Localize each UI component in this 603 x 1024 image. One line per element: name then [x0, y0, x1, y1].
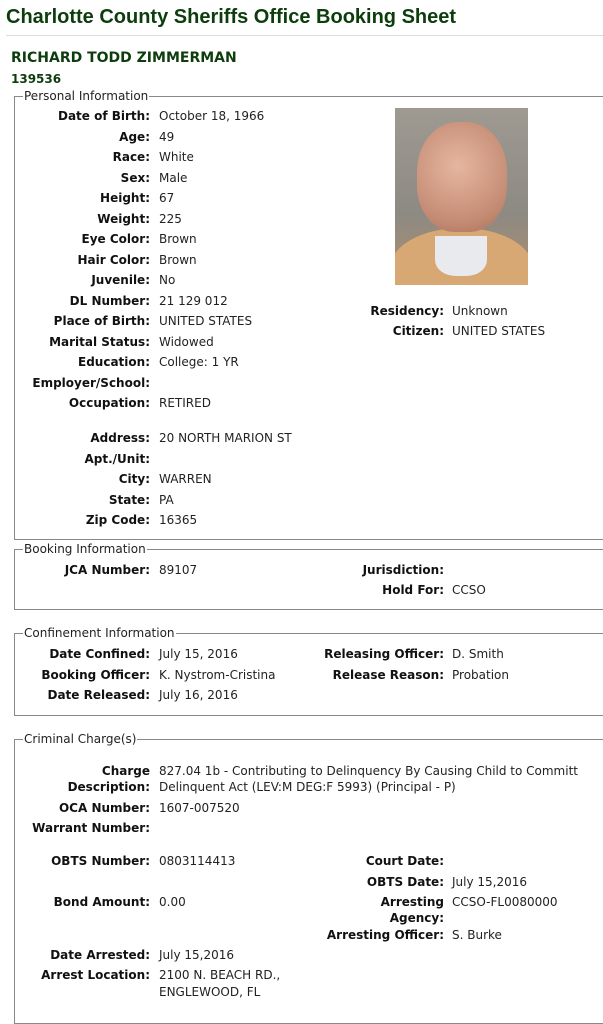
age-label: Age: — [119, 130, 150, 144]
occupation-label: Occupation: — [68, 396, 150, 410]
oca-number-value: 1607-007520 — [159, 801, 240, 815]
court-date-label: Court Date: — [365, 854, 444, 868]
bond-amount-value: 0.00 — [159, 895, 186, 909]
hold-for-value: CCSO — [452, 583, 486, 597]
zip-code-value: 16365 — [159, 513, 198, 527]
page-title: Charlotte County Sheriffs Office Booking Sheet — [6, 6, 603, 36]
mugshot-photo — [395, 108, 528, 285]
charge-description-line1: 827.04 1b - Contributing to Delinquency By Causing Child to Committ — [159, 764, 578, 778]
booking-officer-label: Booking Officer: — [41, 668, 150, 682]
address-value: 20 NORTH MARION ST — [159, 431, 292, 445]
date-arrested-label: Date Arrested: — [50, 948, 150, 962]
hair-color-label: Hair Color: — [77, 253, 150, 267]
arrest-location-line2: ENGLEWOOD, FL — [159, 985, 261, 999]
release-reason-value: Probation — [452, 668, 509, 682]
obts-number-value: 0803114413 — [159, 854, 236, 868]
release-reason-label: Release Reason: — [332, 668, 444, 682]
juvenile-label: Juvenile: — [91, 273, 150, 287]
date-released-value: July 16, 2016 — [159, 688, 238, 702]
height-value: 67 — [159, 191, 175, 205]
eye-color-value: Brown — [159, 232, 197, 246]
mugshot-head — [417, 122, 507, 232]
jca-number-label: JCA Number: — [64, 563, 150, 577]
place-of-birth-value: UNITED STATES — [159, 314, 253, 328]
mugshot-shirt — [435, 236, 487, 276]
dob-label: Date of Birth: — [57, 109, 150, 123]
arrest-location-line1: 2100 N. BEACH RD., — [159, 968, 281, 982]
apt-label: Apt./Unit: — [84, 452, 150, 466]
releasing-officer-label: Releasing Officer: — [324, 647, 444, 661]
citizen-label: Citizen: — [392, 324, 444, 338]
obts-date-value: July 15,2016 — [452, 875, 528, 889]
oca-number-label: OCA Number: — [58, 801, 150, 815]
weight-label: Weight: — [97, 212, 150, 226]
inmate-name: RICHARD TODD ZIMMERMAN — [11, 50, 237, 66]
arresting-agency-label-line1: Arresting — [380, 895, 444, 909]
height-label: Height: — [100, 191, 150, 205]
releasing-officer-value: D. Smith — [452, 647, 504, 661]
arresting-agency-label-line2: Agency: — [389, 911, 444, 925]
date-confined-label: Date Confined: — [49, 647, 150, 661]
hair-color-value: Brown — [159, 253, 197, 267]
eye-color-label: Eye Color: — [81, 232, 150, 246]
booking-officer-value: K. Nystrom-Cristina — [159, 668, 276, 682]
marital-status-label: Marital Status: — [49, 335, 150, 349]
sex-value: Male — [159, 171, 188, 185]
date-confined-value: July 15, 2016 — [159, 647, 238, 661]
city-value: WARREN — [159, 472, 212, 486]
dl-number-label: DL Number: — [69, 294, 150, 308]
jurisdiction-label: Jurisdiction: — [362, 563, 444, 577]
weight-value: 225 — [159, 212, 182, 226]
personal-information-legend: Personal Information — [24, 89, 149, 103]
dl-number-value: 21 129 012 — [159, 294, 228, 308]
warrant-number-label: Warrant Number: — [32, 821, 150, 835]
race-label: Race: — [112, 150, 150, 164]
date-released-label: Date Released: — [47, 688, 150, 702]
obts-date-label: OBTS Date: — [366, 875, 444, 889]
arresting-officer-label: Arresting Officer: — [326, 928, 444, 942]
marital-status-value: Widowed — [159, 335, 214, 349]
hold-for-label: Hold For: — [382, 583, 444, 597]
occupation-value: RETIRED — [159, 396, 211, 410]
place-of-birth-label: Place of Birth: — [53, 314, 150, 328]
education-label: Education: — [78, 355, 150, 369]
residency-value: Unknown — [452, 304, 508, 318]
city-label: City: — [118, 472, 150, 486]
juvenile-value: No — [159, 273, 176, 287]
citizen-value: UNITED STATES — [452, 324, 546, 338]
arresting-officer-value: S. Burke — [452, 928, 502, 942]
age-value: 49 — [159, 130, 175, 144]
charge-label-line1: Charge — [101, 764, 150, 778]
address-label: Address: — [90, 431, 150, 445]
zip-code-label: Zip Code: — [85, 513, 150, 527]
date-arrested-value: July 15,2016 — [159, 948, 235, 962]
arrest-location-label: Arrest Location: — [41, 968, 150, 982]
obts-number-label: OBTS Number: — [51, 854, 150, 868]
education-value: College: 1 YR — [159, 355, 239, 369]
employer-label: Employer/School: — [32, 376, 150, 390]
booking-information-legend: Booking Information — [24, 542, 146, 556]
state-value: PA — [159, 493, 174, 507]
arresting-agency-value: CCSO-FL0080000 — [452, 895, 558, 909]
criminal-charges-legend: Criminal Charge(s) — [24, 732, 137, 746]
sex-label: Sex: — [120, 171, 150, 185]
booking-number: 139536 — [11, 72, 62, 86]
residency-label: Residency: — [370, 304, 444, 318]
dob-value: October 18, 1966 — [159, 109, 265, 123]
confinement-information-legend: Confinement Information — [24, 626, 175, 640]
bond-amount-label: Bond Amount: — [53, 895, 150, 909]
charge-label-line2: Description: — [67, 780, 150, 794]
race-value: White — [159, 150, 194, 164]
state-label: State: — [108, 493, 150, 507]
jca-number-value: 89107 — [159, 563, 198, 577]
charge-description-line2: Delinquent Act (LEV:M DEG:F 5993) (Principal - P) — [159, 780, 456, 794]
